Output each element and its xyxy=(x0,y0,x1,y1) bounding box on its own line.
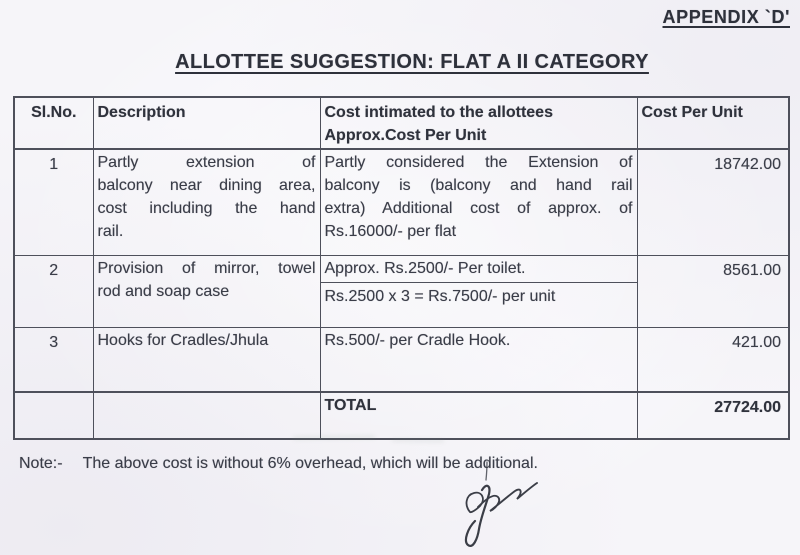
cell-slno: 1 xyxy=(14,149,93,255)
table-row xyxy=(14,255,789,327)
cell-slno: 3 xyxy=(14,327,93,392)
total-label: TOTAL xyxy=(320,392,637,439)
header-cost-per-unit: Cost Per Unit xyxy=(637,97,789,149)
table-header-row xyxy=(14,97,789,149)
cell-cost-per-unit: 8561.00 xyxy=(637,255,789,327)
description-line: Provision of mirror, towel xyxy=(97,259,316,277)
cost-line: balcony is (balcony and hand rail xyxy=(324,177,633,194)
cell-cost-intimated xyxy=(320,149,637,255)
cost-line: Rs.500/- per Cradle Hook. xyxy=(324,331,511,349)
header-cost-intimated xyxy=(320,97,637,149)
cost-line: extra) Additional cost of approx. of xyxy=(324,200,633,217)
cell-cost-intimated xyxy=(320,327,637,392)
appendix-label: APPENDIX `D' xyxy=(662,7,790,27)
description-line: Partly extension of xyxy=(97,154,316,171)
cell-cost-per-unit: 421.00 xyxy=(637,327,789,392)
cost-line: Rs.2500 x 3 = Rs.7500/- per unit xyxy=(324,287,556,305)
cost-line: Approx. Rs.2500/- Per toilet. xyxy=(321,256,637,283)
header-cost-intimated-line2: Approx.Cost Per Unit xyxy=(324,127,487,144)
page-title: ALLOTTEE SUGGESTION: FLAT A II CATEGORY xyxy=(175,51,649,73)
handwritten-signature xyxy=(436,457,546,555)
footnote-prefix: Note:- xyxy=(19,455,63,472)
footnote-text: The above cost is without 6% overhead, which will be additional. xyxy=(82,455,538,472)
table-row xyxy=(14,149,789,255)
cell-empty xyxy=(93,392,320,439)
description-line: Hooks for Cradles/Jhula xyxy=(97,331,269,349)
cost-line: Rs.16000/- per flat xyxy=(324,223,457,240)
total-value: 27724.00 xyxy=(637,392,789,439)
cell-slno: 2 xyxy=(14,255,93,327)
header-cost-intimated-line1: Cost intimated to the allottees xyxy=(324,104,553,121)
description-line: rail. xyxy=(97,223,124,240)
cell-description xyxy=(93,327,320,392)
description-line: balcony near dining area, xyxy=(97,177,316,194)
cell-cost-intimated xyxy=(320,255,637,327)
cell-empty xyxy=(14,392,93,439)
table-row xyxy=(14,327,789,392)
cell-description xyxy=(93,149,320,255)
header-description: Description xyxy=(93,97,320,149)
table-total-row xyxy=(14,392,789,439)
header-slno: Sl.No. xyxy=(14,97,93,149)
description-line: cost including the hand xyxy=(97,200,316,217)
cell-description xyxy=(93,255,320,327)
cell-cost-per-unit: 18742.00 xyxy=(637,149,789,255)
cost-table xyxy=(13,96,790,440)
description-line: rod and soap case xyxy=(97,282,230,300)
cost-line: Partly considered the Extension of xyxy=(324,154,633,171)
